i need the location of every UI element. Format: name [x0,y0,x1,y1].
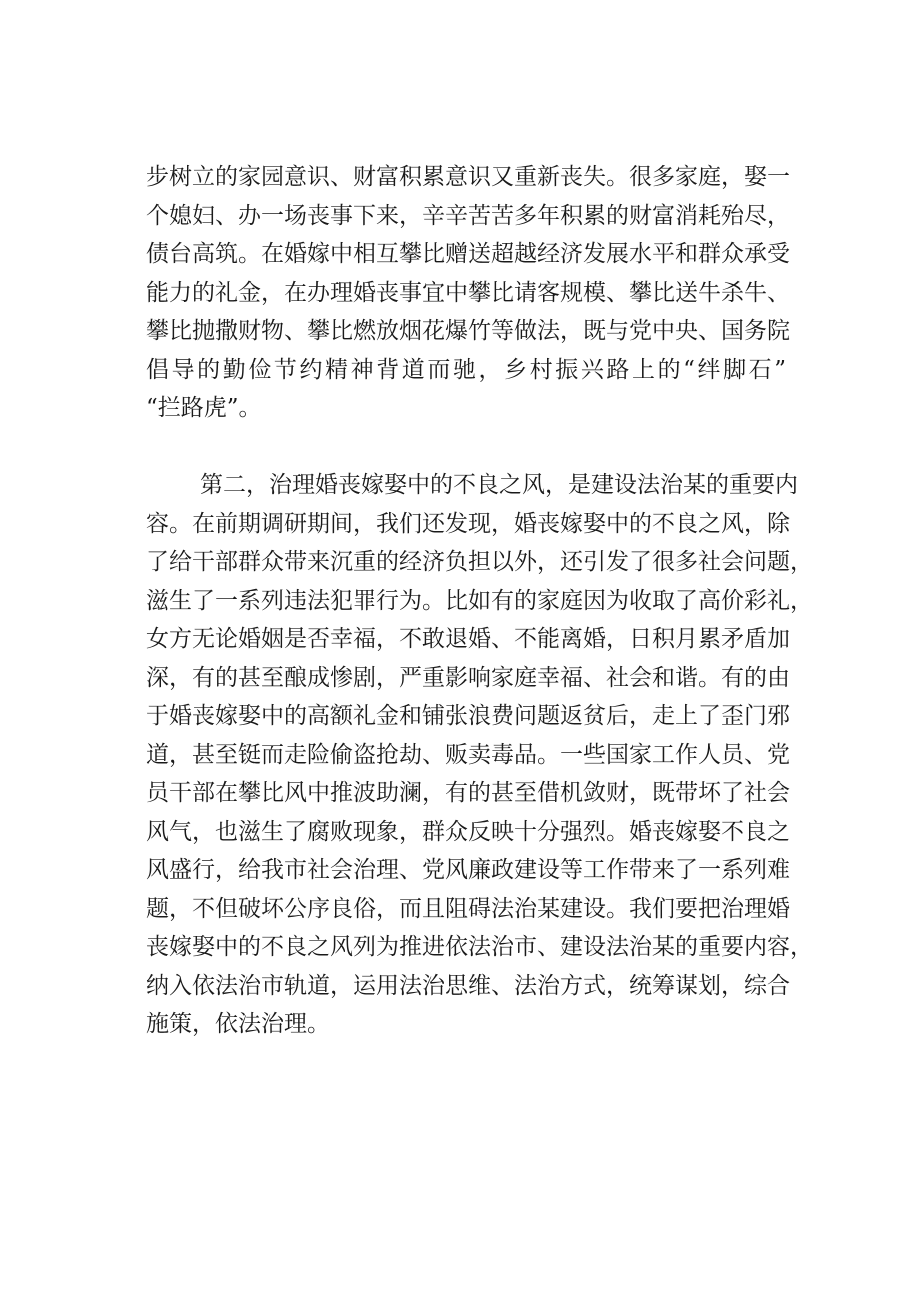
paragraph-line: 步树立的家园意识、财富积累意识又重新丧失。很多家庭，娶一 [146,164,790,190]
paragraph-line: 债台高筑。在婚嫁中相互攀比赠送超越经济发展水平和群众承受 [146,241,790,267]
paragraph-line: 个媳妇、办一场丧事下来，辛辛苦苦多年积累的财富消耗殆尽， [146,202,790,229]
paragraph-line: 女方无论婚姻是否幸福，不敢退婚、不能离婚，日积月累矛盾加 [146,626,790,652]
paragraph-line: 倡导的勤俭节约精神背道而驰，乡村振兴路上的“绊脚石” [146,356,786,383]
paragraph-line: 纳入依法治市轨道，运用法治思维、法治方式，统筹谋划，综合 [146,972,790,999]
paragraph-line: “拦路虎”。 [146,395,262,421]
paragraph-1 [146,158,790,428]
paragraph-line: 攀比抛撒财物、攀比燃放烟花爆竹等做法，既与党中央、国务院 [146,318,790,344]
paragraph-line: 深，有的甚至酿成惨剧，严重影响家庭幸福、社会和谐。有的由 [146,664,790,691]
paragraph-line: 能力的礼金，在办理婚丧事宜中攀比请客规模、攀比送牛杀牛、 [146,279,790,306]
paragraph-line: 员干部在攀比风中推波助澜，有的甚至借机敛财，既带坏了社会 [146,780,790,806]
paragraph-line: 风盛行，给我市社会治理、党风廉政建设等工作带来了一系列难 [146,857,790,883]
paragraph-line: 题，不但破坏公序良俗，而且阻碍法治某建设。我们要把治理婚 [146,895,790,922]
paragraph-line: 第二，治理婚丧嫁娶中的不良之风，是建设法治某的重要内 [200,472,798,498]
paragraph-line: 容。在前期调研期间，我们还发现，婚丧嫁娶中的不良之风，除 [146,510,790,537]
paragraph-2 [146,466,813,1044]
paragraph-line: 道，甚至铤而走险偷盗抢劫、贩卖毒品。一些国家工作人员、党 [146,741,790,768]
paragraph-line: 丧嫁娶中的不良之风列为推进依法治市、建设法治某的重要内容， [146,934,813,960]
paragraph-line: 了给干部群众带来沉重的经济负担以外，还引发了很多社会问题， [146,549,813,575]
paragraph-line: 滋生了一系列违法犯罪行为。比如有的家庭因为收取了高价彩礼， [146,587,813,614]
paragraph-line: 于婚丧嫁娶中的高额礼金和铺张浪费问题返贫后，走上了歪门邪 [146,703,790,729]
paragraph-line: 施策，依法治理。 [146,1011,330,1037]
paragraph-line: 风气，也滋生了腐败现象，群众反映十分强烈。婚丧嫁娶不良之 [146,818,790,845]
